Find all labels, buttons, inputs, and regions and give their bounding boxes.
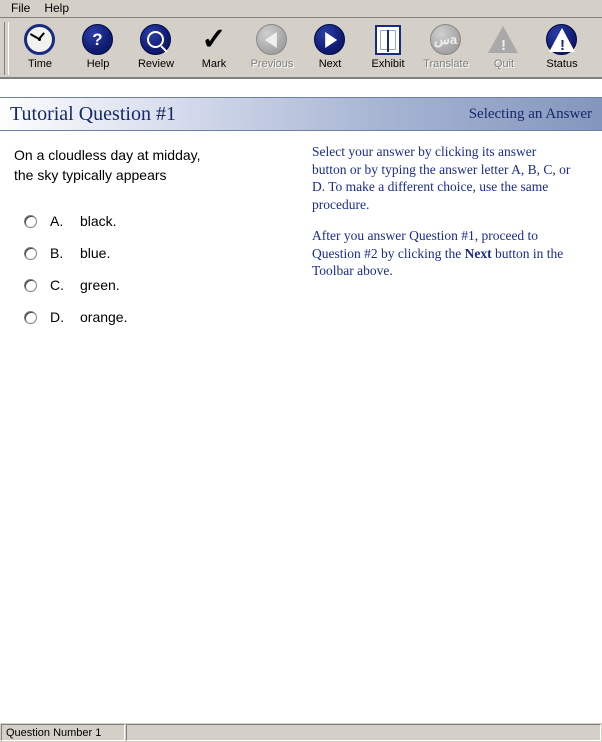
toolbar-label-exhibit: Exhibit (371, 58, 405, 70)
banner-subtitle: Selecting an Answer (468, 105, 592, 122)
menu-bar (0, 0, 602, 18)
toolbar-label-help: Help (86, 58, 110, 70)
answer-text-b: blue. (80, 245, 111, 261)
instructions-p2-part1: After you answer Question #1, proceed to Question #2 by clicking the (312, 228, 539, 261)
toolbar-label-status: Status (546, 58, 578, 70)
toolbar-button-previous (243, 20, 301, 77)
status-warning-icon: ! (546, 24, 578, 56)
question-stem (14, 145, 284, 185)
question-stem-line2: the sky typically appears (14, 167, 167, 183)
instructions-p2-part2: button in the Toolbar above. (312, 245, 564, 278)
answer-choice-d[interactable] (14, 301, 284, 333)
status-question-number: Question Number 1 (1, 724, 125, 741)
answer-letter-c: C. (50, 277, 64, 293)
toolbar (0, 18, 602, 79)
radio-button-b[interactable] (24, 247, 37, 260)
next-triangle-icon (314, 24, 346, 56)
toolbar-content-gap (0, 79, 602, 97)
page-title: Tutorial Question #1 (10, 102, 176, 125)
toolbar-label-mark: Mark (201, 58, 227, 70)
toolbar-button-quit (475, 20, 533, 77)
answer-text-c: green. (80, 277, 120, 293)
radio-button-c[interactable] (24, 279, 37, 292)
question-stem-line1: On a cloudless day at midday, (14, 147, 201, 163)
instructions-paragraph-1: Select your answer by clicking its answer button or by typing the answer letter A, B, C, or D. To make a different choice, use the same procedure. (312, 144, 571, 212)
toolbar-button-status[interactable] (533, 20, 591, 77)
toolbar-label-quit: Quit (493, 58, 515, 70)
toolbar-button-review[interactable] (127, 20, 185, 77)
menu-item-file[interactable]: File (11, 1, 31, 15)
toolbar-label-translate: Translate (423, 58, 469, 70)
toolbar-button-next[interactable] (301, 20, 359, 77)
status-message (126, 724, 601, 741)
answer-choice-a[interactable] (14, 205, 284, 237)
toolbar-button-time[interactable] (11, 20, 69, 77)
translate-icon: سa (430, 24, 462, 56)
toolbar-grip (4, 22, 9, 75)
toolbar-label-review: Review (137, 58, 175, 70)
radio-button-d[interactable] (24, 311, 37, 324)
answer-text-a: black. (80, 213, 117, 229)
review-magnifier-icon (140, 24, 172, 56)
help-question-icon: ? (82, 24, 114, 56)
quit-warning-icon: ! (488, 24, 520, 56)
toolbar-button-help[interactable] (69, 20, 127, 77)
answer-letter-a: A. (50, 213, 64, 229)
exhibit-book-icon (372, 24, 404, 56)
toolbar-label-time: Time (27, 58, 53, 70)
toolbar-label-next: Next (318, 58, 342, 70)
instructions-next-emphasis: Next (464, 245, 492, 261)
toolbar-button-translate (417, 20, 475, 77)
checkmark-icon: ✓ (201, 23, 227, 56)
instructions-pane (312, 143, 574, 294)
instructions-paragraph-2 (312, 227, 574, 280)
content-area (0, 131, 602, 722)
answer-letter-d: D. (50, 309, 64, 325)
status-bar (0, 722, 602, 742)
answer-text-d: orange. (80, 309, 128, 325)
answer-letter-b: B. (50, 245, 64, 261)
answer-choice-b[interactable] (14, 237, 284, 269)
previous-triangle-icon (256, 24, 288, 56)
toolbar-button-mark[interactable] (185, 20, 243, 77)
toolbar-label-previous: Previous (250, 58, 294, 70)
question-pane (14, 145, 284, 333)
clock-icon (24, 24, 56, 56)
question-banner (0, 97, 602, 131)
radio-button-a[interactable] (24, 215, 37, 228)
answer-choice-c[interactable] (14, 269, 284, 301)
answer-choice-list (14, 205, 284, 333)
menu-item-help[interactable]: Help (44, 1, 70, 15)
toolbar-button-exhibit[interactable] (359, 20, 417, 77)
